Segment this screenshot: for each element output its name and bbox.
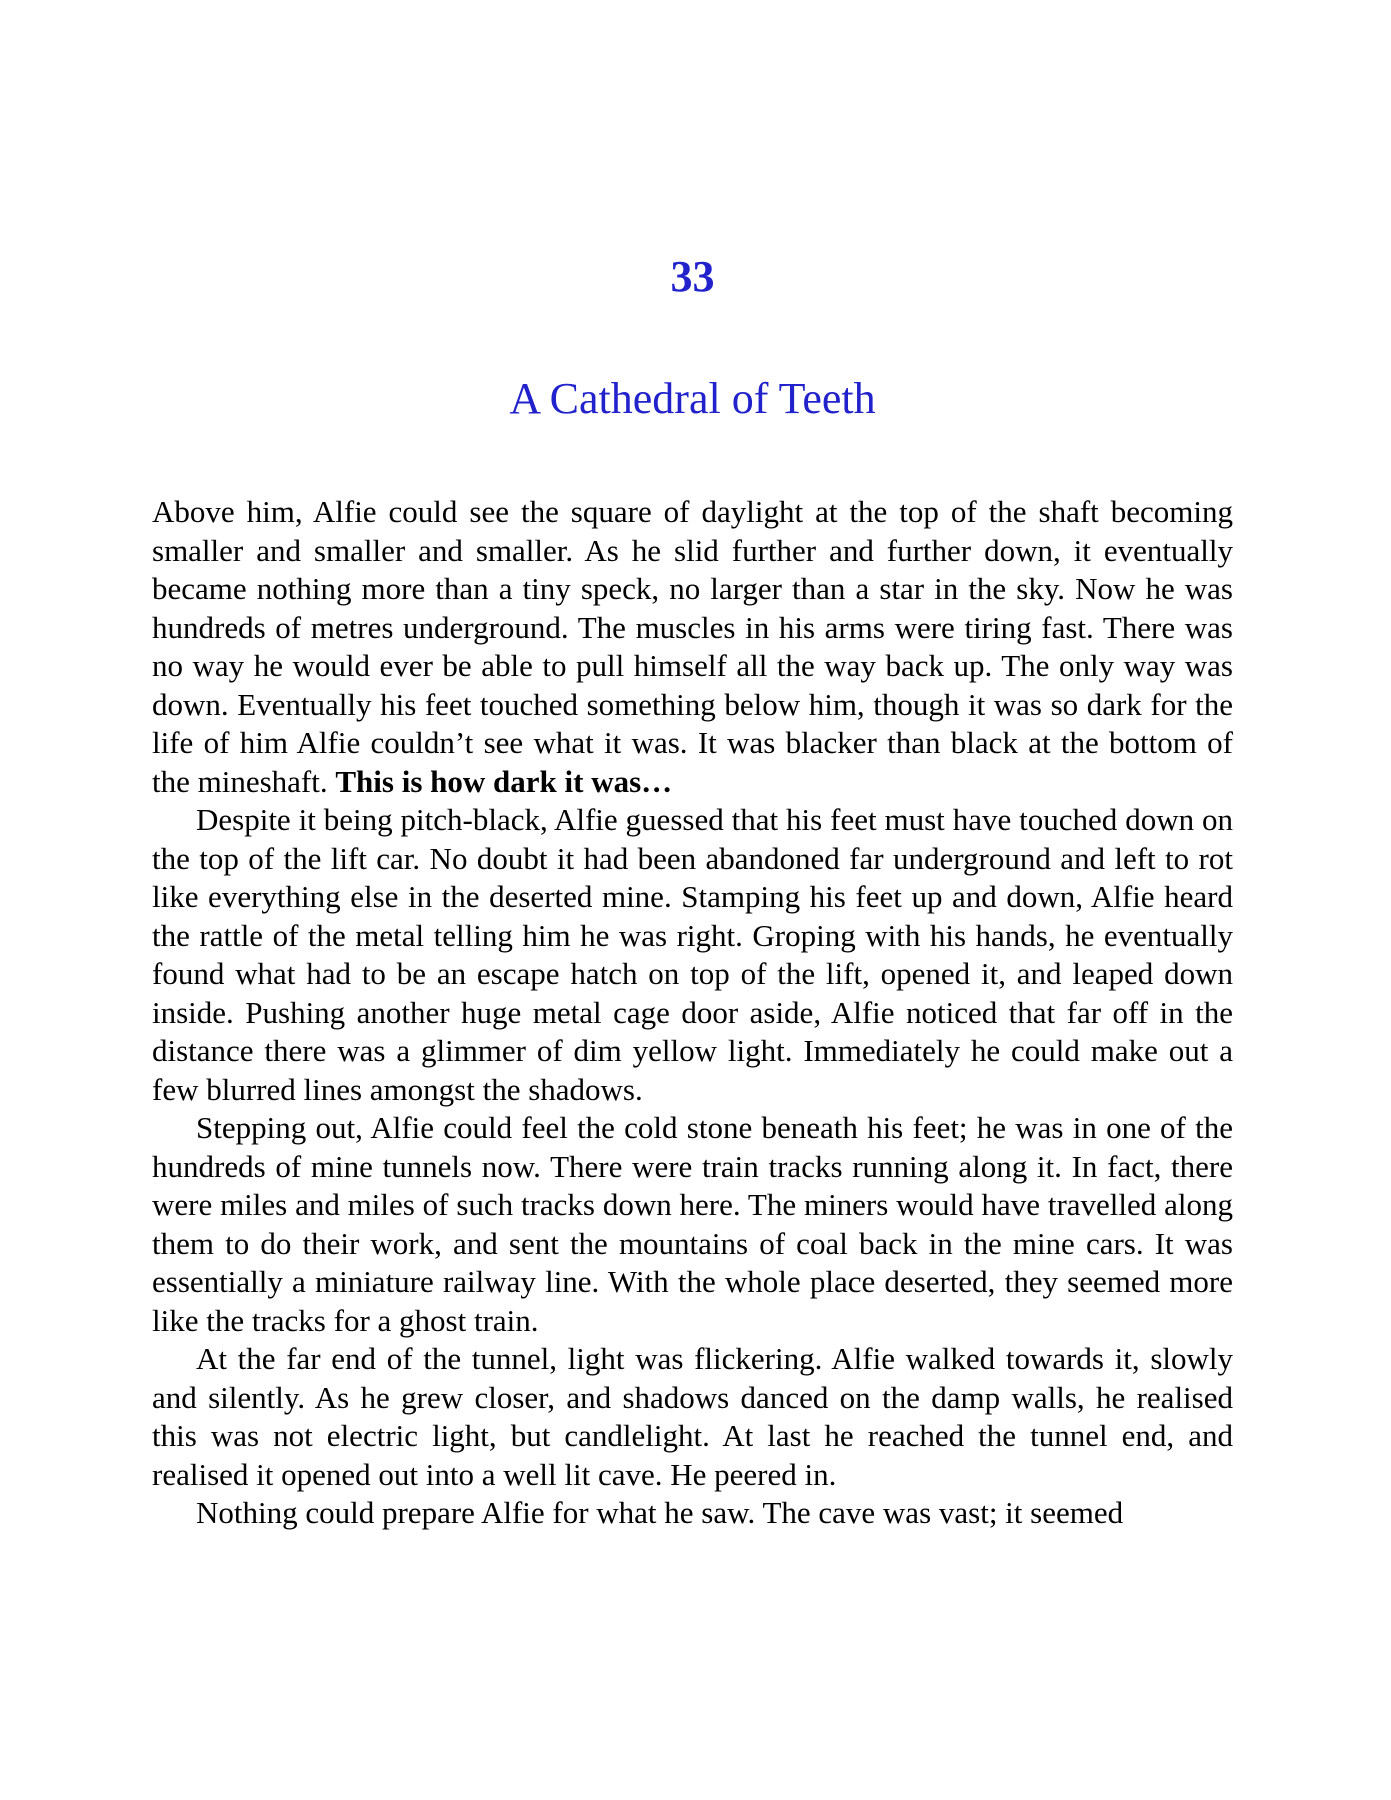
paragraph-1 xyxy=(152,493,1233,801)
paragraph-1-text: Above him, Alfie could see the square of daylight at the top of the shaft becoming smaller and smaller and smaller. As he slid further and further down, it eventually became nothing more than a tiny speck, no larger than a star in the sky. Now he was hundreds of metres underground. The muscles in his arms were tiring fast. There was no way he would ever be able to pull himself all the way back up. The only way was down. Eventually his feet touched something below him, though it was so dark for the life of him Alfie couldn’t see what it was. It was blacker than black at the bottom of the mineshaft. xyxy=(152,494,1233,799)
paragraph-3-text: Stepping out, Alfie could feel the cold stone beneath his feet; he was in one of the hundreds of mine tunnels now. There were train tracks running along it. In fact, there were miles and miles of such tracks down here. The miners would have travelled along them to do their work, and sent the mountains of coal back in the mine cars. It was essentially a miniature railway line. With the whole place deserted, they seemed more like the tracks for a ghost train. xyxy=(152,1110,1233,1338)
paragraph-4-text: At the far end of the tunnel, light was flickering. Alfie walked towards it, slowly and silently. As he grew closer, and shadows danced on the damp walls, he realised this was not electric light, but candlelight. At last he reached the tunnel end, and realised it opened out into a well lit cave. He peered in. xyxy=(152,1341,1233,1492)
paragraph-4 xyxy=(152,1340,1233,1494)
paragraph-3 xyxy=(152,1109,1233,1340)
chapter-body xyxy=(152,493,1233,1533)
bold-emphasis: This is how dark it was… xyxy=(335,763,673,799)
chapter-number: 33 xyxy=(670,252,715,301)
paragraph-5-text: Nothing could prepare Alfie for what he saw. The cave was vast; it seemed xyxy=(196,1495,1124,1530)
paragraph-2-text: Despite it being pitch-black, Alfie guessed that his feet must have touched down on the top of the lift car. No doubt it had been abandoned far underground and left to rot like everything else in the deserted mine. Stamping his feet up and down, Alfie heard the rattle of the metal telling him he was right. Groping with his hands, he eventually found what had to be an escape hatch on top of the lift, opened it, and leaped down inside. Pushing another huge metal cage door aside, Alfie noticed that far off in the distance there was a glimmer of dim yellow light. Immediately he could make out a few blurred lines amongst the shadows. xyxy=(152,802,1233,1107)
chapter-title: A Cathedral of Teeth xyxy=(509,374,876,423)
paragraph-2 xyxy=(152,801,1233,1109)
paragraph-5 xyxy=(152,1494,1233,1533)
